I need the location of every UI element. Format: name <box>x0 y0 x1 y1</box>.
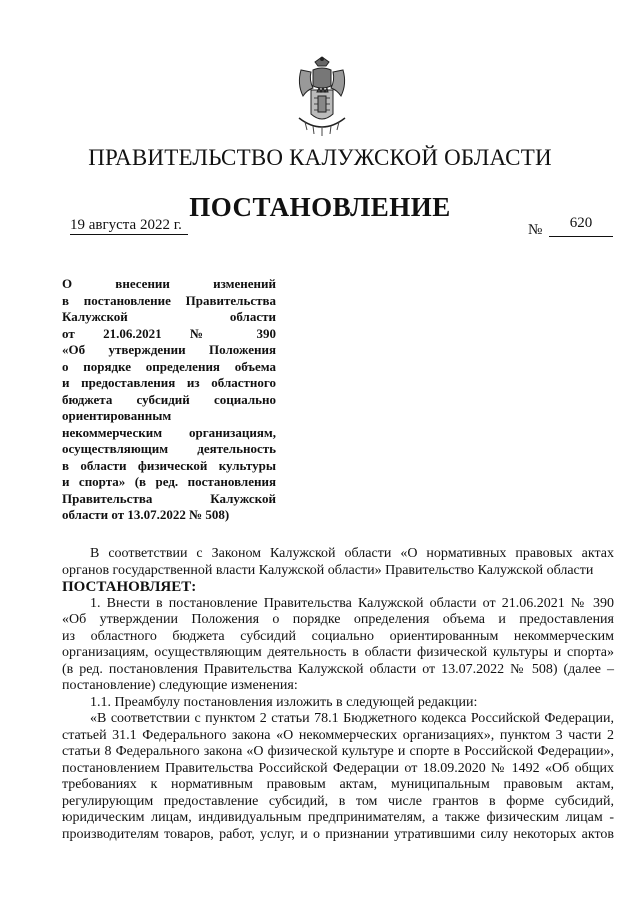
body-line: органов государственной власти Калужской области» Правительство Калужской области <box>62 562 594 578</box>
body-line: «В соответствии с пунктом 2 статьи 78.1 Бюджетного кодекса Российской Федерации, <box>90 711 614 726</box>
subject-line: О внесении изменений <box>62 276 276 291</box>
resolution-heading: ПОСТАНОВЛЯЕТ: <box>62 579 197 595</box>
document-type-title: ПОСТАНОВЛЕНИЕ <box>189 192 451 222</box>
subject-line: «Об утверждении Положения <box>62 342 276 357</box>
subject-line: Калужской области <box>62 309 276 324</box>
body-line: (в ред. постановления Правительства Калужской области от 13.07.2022 № 508) (далее – <box>62 661 614 677</box>
body-line: 1. Внести в постановление Правительства Калужской области от 21.06.2021 № 390 <box>90 595 614 611</box>
subject-line: некоммерческим организациям, <box>62 424 276 440</box>
document-body <box>62 546 614 843</box>
subject-line: Правительства Калужской <box>62 490 276 506</box>
document-number: 620 <box>549 218 613 237</box>
body-line: статьей 31.1 Федерального закона «О некоммерческих организациях», пунктом 3 части 2 <box>62 727 614 743</box>
body-line: 1.1. Преамбулу постановления изложить в следующей редакции: <box>90 694 478 710</box>
document-subject <box>62 276 276 524</box>
document-date: 19 августа 2022 г. <box>70 216 188 235</box>
subject-line: в области физической культуры <box>62 457 276 473</box>
body-line: регулирующим предоставление субсидий, в том числе грантов в форме субсидий, <box>62 793 614 809</box>
coat-of-arms-emblem <box>295 56 349 140</box>
subject-line: осуществляющим деятельность <box>62 441 276 456</box>
body-line: требованиях к нормативным правовым актам, муниципальным правовым актам, <box>62 777 614 792</box>
government-title: ПРАВИТЕЛЬСТВО КАЛУЖСКОЙ ОБЛАСТИ <box>88 145 552 170</box>
subject-line: бюджета субсидий социально <box>62 391 276 407</box>
subject-line: в постановление Правительства <box>62 292 276 308</box>
subject-line: и предоставления из областного <box>62 375 276 390</box>
body-line: из областного бюджета субсидий социально ориентированным некоммерческим <box>62 628 614 644</box>
body-line: постановление) следующие изменения: <box>62 678 298 693</box>
body-line: «Об утверждении Положения о порядке определения объема и предоставления <box>62 612 614 627</box>
body-line: постановлением Правительства Российской Федерации от 18.09.2020 № 1492 «Об общих <box>62 760 614 776</box>
subject-line: и спорта» (в ред. постановления <box>62 474 276 489</box>
body-line: организациям, осуществляющим деятельность в области физической культуры и спорта» <box>62 645 614 660</box>
body-line: статьи 8 Федерального закона «О физической культуре и спорте в Российской Федерации», <box>62 744 614 759</box>
body-line: В соответствии с Законом Калужской области «О нормативных правовых актах <box>90 546 614 561</box>
body-line: юридическим лицам, индивидуальным предпринимателям, а также физическим лицам - <box>62 810 614 825</box>
number-label: № <box>528 222 543 238</box>
subject-line: области от 13.07.2022 № 508) <box>62 507 230 522</box>
subject-line: о порядке определения объема <box>62 358 276 374</box>
body-line: производителям товаров, работ, услуг, и о признании утратившими силу некоторых актов <box>62 826 614 842</box>
subject-line: от 21.06.2021 № 390 <box>62 325 276 341</box>
subject-line: ориентированным <box>62 408 172 423</box>
